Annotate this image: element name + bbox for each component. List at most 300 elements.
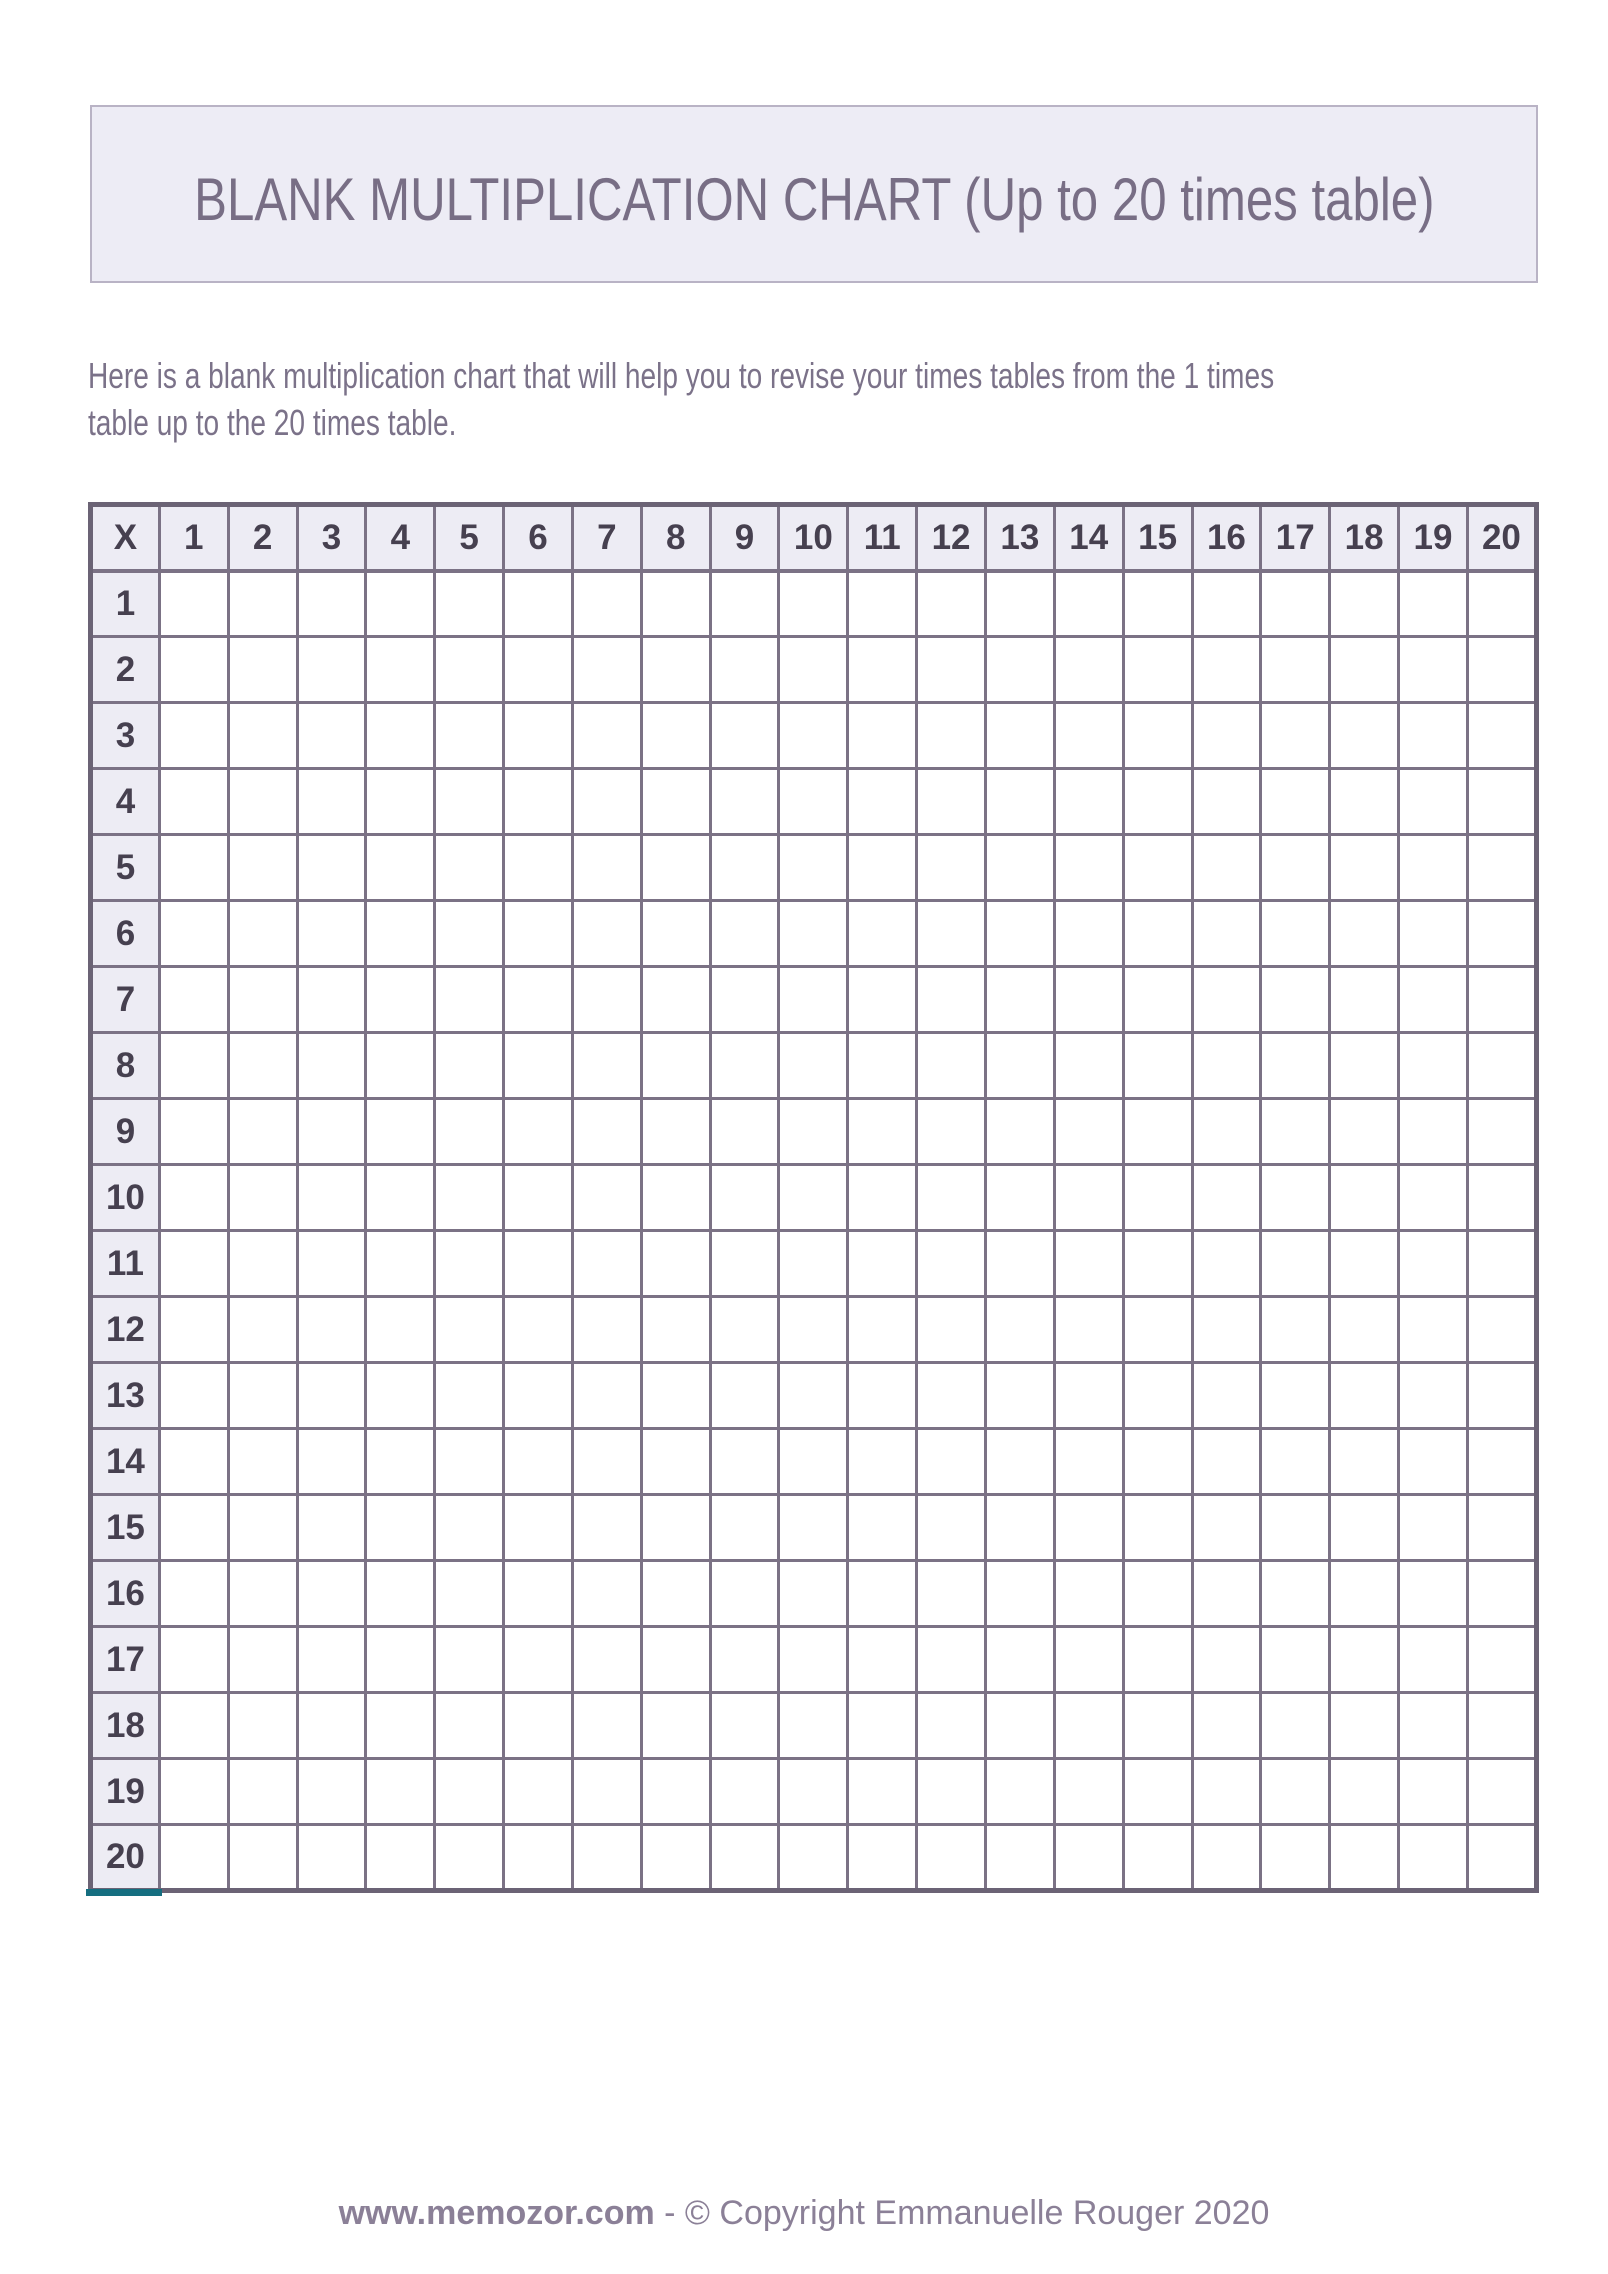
product-cell-17x7 xyxy=(572,1627,641,1693)
product-cell-12x12 xyxy=(917,1297,986,1363)
product-cell-20x12 xyxy=(917,1825,986,1891)
product-cell-18x19 xyxy=(1399,1693,1468,1759)
row-header-7: 7 xyxy=(91,967,160,1033)
product-cell-6x5 xyxy=(435,901,504,967)
product-cell-1x3 xyxy=(297,571,366,637)
product-cell-15x17 xyxy=(1261,1495,1330,1561)
product-cell-9x16 xyxy=(1192,1099,1261,1165)
product-cell-10x5 xyxy=(435,1165,504,1231)
product-cell-3x19 xyxy=(1399,703,1468,769)
product-cell-15x7 xyxy=(572,1495,641,1561)
product-cell-5x1 xyxy=(159,835,228,901)
product-cell-18x15 xyxy=(1123,1693,1192,1759)
product-cell-8x3 xyxy=(297,1033,366,1099)
row-header-2: 2 xyxy=(91,637,160,703)
product-cell-19x20 xyxy=(1467,1759,1536,1825)
product-cell-17x3 xyxy=(297,1627,366,1693)
product-cell-13x7 xyxy=(572,1363,641,1429)
product-cell-18x8 xyxy=(641,1693,710,1759)
product-cell-7x2 xyxy=(228,967,297,1033)
product-cell-20x11 xyxy=(848,1825,917,1891)
product-cell-4x11 xyxy=(848,769,917,835)
product-cell-2x18 xyxy=(1330,637,1399,703)
product-cell-6x6 xyxy=(504,901,573,967)
product-cell-16x9 xyxy=(710,1561,779,1627)
product-cell-2x9 xyxy=(710,637,779,703)
product-cell-16x20 xyxy=(1467,1561,1536,1627)
product-cell-7x15 xyxy=(1123,967,1192,1033)
product-cell-17x4 xyxy=(366,1627,435,1693)
product-cell-13x12 xyxy=(917,1363,986,1429)
product-cell-6x11 xyxy=(848,901,917,967)
product-cell-17x1 xyxy=(159,1627,228,1693)
product-cell-5x7 xyxy=(572,835,641,901)
product-cell-12x6 xyxy=(504,1297,573,1363)
product-cell-8x18 xyxy=(1330,1033,1399,1099)
product-cell-1x4 xyxy=(366,571,435,637)
product-cell-1x13 xyxy=(985,571,1054,637)
product-cell-19x17 xyxy=(1261,1759,1330,1825)
product-cell-6x20 xyxy=(1467,901,1536,967)
product-cell-13x8 xyxy=(641,1363,710,1429)
product-cell-20x16 xyxy=(1192,1825,1261,1891)
product-cell-4x1 xyxy=(159,769,228,835)
product-cell-12x20 xyxy=(1467,1297,1536,1363)
product-cell-4x3 xyxy=(297,769,366,835)
product-cell-14x9 xyxy=(710,1429,779,1495)
product-cell-8x19 xyxy=(1399,1033,1468,1099)
product-cell-4x20 xyxy=(1467,769,1536,835)
product-cell-20x7 xyxy=(572,1825,641,1891)
product-cell-12x11 xyxy=(848,1297,917,1363)
product-cell-8x16 xyxy=(1192,1033,1261,1099)
product-cell-13x3 xyxy=(297,1363,366,1429)
product-cell-18x10 xyxy=(779,1693,848,1759)
product-cell-5x11 xyxy=(848,835,917,901)
product-cell-6x1 xyxy=(159,901,228,967)
row-header-12: 12 xyxy=(91,1297,160,1363)
product-cell-4x10 xyxy=(779,769,848,835)
product-cell-7x17 xyxy=(1261,967,1330,1033)
product-cell-14x13 xyxy=(985,1429,1054,1495)
product-cell-13x5 xyxy=(435,1363,504,1429)
product-cell-10x2 xyxy=(228,1165,297,1231)
table-row-10 xyxy=(91,1165,1537,1231)
product-cell-2x6 xyxy=(504,637,573,703)
col-header-16: 16 xyxy=(1192,505,1261,571)
product-cell-20x4 xyxy=(366,1825,435,1891)
product-cell-3x14 xyxy=(1054,703,1123,769)
product-cell-19x3 xyxy=(297,1759,366,1825)
product-cell-5x13 xyxy=(985,835,1054,901)
product-cell-16x14 xyxy=(1054,1561,1123,1627)
product-cell-2x4 xyxy=(366,637,435,703)
col-header-10: 10 xyxy=(779,505,848,571)
product-cell-19x5 xyxy=(435,1759,504,1825)
product-cell-10x19 xyxy=(1399,1165,1468,1231)
product-cell-6x8 xyxy=(641,901,710,967)
product-cell-9x3 xyxy=(297,1099,366,1165)
product-cell-18x3 xyxy=(297,1693,366,1759)
table-row-1 xyxy=(91,571,1537,637)
product-cell-3x2 xyxy=(228,703,297,769)
product-cell-14x5 xyxy=(435,1429,504,1495)
product-cell-11x2 xyxy=(228,1231,297,1297)
product-cell-3x4 xyxy=(366,703,435,769)
product-cell-4x2 xyxy=(228,769,297,835)
product-cell-11x15 xyxy=(1123,1231,1192,1297)
product-cell-16x11 xyxy=(848,1561,917,1627)
product-cell-5x10 xyxy=(779,835,848,901)
product-cell-5x16 xyxy=(1192,835,1261,901)
product-cell-13x10 xyxy=(779,1363,848,1429)
product-cell-19x9 xyxy=(710,1759,779,1825)
product-cell-20x3 xyxy=(297,1825,366,1891)
product-cell-7x1 xyxy=(159,967,228,1033)
product-cell-10x15 xyxy=(1123,1165,1192,1231)
product-cell-8x10 xyxy=(779,1033,848,1099)
product-cell-13x16 xyxy=(1192,1363,1261,1429)
product-cell-19x14 xyxy=(1054,1759,1123,1825)
product-cell-20x20 xyxy=(1467,1825,1536,1891)
product-cell-7x8 xyxy=(641,967,710,1033)
table-row-8 xyxy=(91,1033,1537,1099)
product-cell-16x4 xyxy=(366,1561,435,1627)
product-cell-17x13 xyxy=(985,1627,1054,1693)
product-cell-6x12 xyxy=(917,901,986,967)
footer xyxy=(0,2194,1608,2233)
product-cell-7x13 xyxy=(985,967,1054,1033)
product-cell-14x11 xyxy=(848,1429,917,1495)
product-cell-5x5 xyxy=(435,835,504,901)
product-cell-16x8 xyxy=(641,1561,710,1627)
product-cell-9x13 xyxy=(985,1099,1054,1165)
product-cell-1x11 xyxy=(848,571,917,637)
product-cell-9x2 xyxy=(228,1099,297,1165)
product-cell-4x18 xyxy=(1330,769,1399,835)
multiplication-table-container xyxy=(88,502,1539,1893)
product-cell-11x4 xyxy=(366,1231,435,1297)
product-cell-20x6 xyxy=(504,1825,573,1891)
table-row-20 xyxy=(91,1825,1537,1891)
product-cell-5x8 xyxy=(641,835,710,901)
header-row xyxy=(91,505,1537,571)
product-cell-16x6 xyxy=(504,1561,573,1627)
product-cell-3x11 xyxy=(848,703,917,769)
product-cell-14x10 xyxy=(779,1429,848,1495)
product-cell-14x16 xyxy=(1192,1429,1261,1495)
product-cell-1x12 xyxy=(917,571,986,637)
product-cell-18x16 xyxy=(1192,1693,1261,1759)
product-cell-17x15 xyxy=(1123,1627,1192,1693)
col-header-17: 17 xyxy=(1261,505,1330,571)
product-cell-14x4 xyxy=(366,1429,435,1495)
product-cell-9x11 xyxy=(848,1099,917,1165)
product-cell-2x20 xyxy=(1467,637,1536,703)
product-cell-18x18 xyxy=(1330,1693,1399,1759)
product-cell-9x4 xyxy=(366,1099,435,1165)
product-cell-7x3 xyxy=(297,967,366,1033)
product-cell-6x16 xyxy=(1192,901,1261,967)
product-cell-19x8 xyxy=(641,1759,710,1825)
product-cell-12x19 xyxy=(1399,1297,1468,1363)
copyright-text: - © Copyright Emmanuelle Rouger 2020 xyxy=(654,2194,1270,2232)
product-cell-11x5 xyxy=(435,1231,504,1297)
product-cell-10x18 xyxy=(1330,1165,1399,1231)
product-cell-12x14 xyxy=(1054,1297,1123,1363)
product-cell-9x7 xyxy=(572,1099,641,1165)
row-header-16: 16 xyxy=(91,1561,160,1627)
col-header-12: 12 xyxy=(917,505,986,571)
product-cell-20x8 xyxy=(641,1825,710,1891)
row-header-18: 18 xyxy=(91,1693,160,1759)
product-cell-9x8 xyxy=(641,1099,710,1165)
product-cell-2x11 xyxy=(848,637,917,703)
product-cell-1x9 xyxy=(710,571,779,637)
product-cell-5x17 xyxy=(1261,835,1330,901)
product-cell-15x18 xyxy=(1330,1495,1399,1561)
product-cell-3x8 xyxy=(641,703,710,769)
row-header-1: 1 xyxy=(91,571,160,637)
product-cell-13x9 xyxy=(710,1363,779,1429)
product-cell-2x2 xyxy=(228,637,297,703)
product-cell-6x13 xyxy=(985,901,1054,967)
site-link[interactable]: www.memozor.com xyxy=(338,2194,655,2232)
product-cell-18x14 xyxy=(1054,1693,1123,1759)
product-cell-11x9 xyxy=(710,1231,779,1297)
product-cell-15x16 xyxy=(1192,1495,1261,1561)
product-cell-3x16 xyxy=(1192,703,1261,769)
product-cell-20x10 xyxy=(779,1825,848,1891)
product-cell-14x3 xyxy=(297,1429,366,1495)
product-cell-14x20 xyxy=(1467,1429,1536,1495)
product-cell-5x3 xyxy=(297,835,366,901)
product-cell-5x12 xyxy=(917,835,986,901)
product-cell-7x9 xyxy=(710,967,779,1033)
product-cell-13x2 xyxy=(228,1363,297,1429)
product-cell-7x16 xyxy=(1192,967,1261,1033)
table-row-9 xyxy=(91,1099,1537,1165)
col-header-11: 11 xyxy=(848,505,917,571)
product-cell-14x1 xyxy=(159,1429,228,1495)
product-cell-4x6 xyxy=(504,769,573,835)
product-cell-13x13 xyxy=(985,1363,1054,1429)
product-cell-15x14 xyxy=(1054,1495,1123,1561)
product-cell-1x10 xyxy=(779,571,848,637)
product-cell-13x14 xyxy=(1054,1363,1123,1429)
product-cell-3x18 xyxy=(1330,703,1399,769)
row-header-20: 20 xyxy=(91,1825,160,1891)
product-cell-8x5 xyxy=(435,1033,504,1099)
product-cell-7x5 xyxy=(435,967,504,1033)
product-cell-18x5 xyxy=(435,1693,504,1759)
product-cell-4x8 xyxy=(641,769,710,835)
product-cell-8x13 xyxy=(985,1033,1054,1099)
table-row-15 xyxy=(91,1495,1537,1561)
product-cell-1x18 xyxy=(1330,571,1399,637)
product-cell-8x1 xyxy=(159,1033,228,1099)
product-cell-10x6 xyxy=(504,1165,573,1231)
product-cell-6x18 xyxy=(1330,901,1399,967)
product-cell-20x2 xyxy=(228,1825,297,1891)
product-cell-10x9 xyxy=(710,1165,779,1231)
product-cell-4x7 xyxy=(572,769,641,835)
product-cell-6x2 xyxy=(228,901,297,967)
product-cell-9x18 xyxy=(1330,1099,1399,1165)
product-cell-16x18 xyxy=(1330,1561,1399,1627)
product-cell-12x13 xyxy=(985,1297,1054,1363)
title-banner xyxy=(90,105,1538,283)
table-row-2 xyxy=(91,637,1537,703)
col-header-20: 20 xyxy=(1467,505,1536,571)
product-cell-12x10 xyxy=(779,1297,848,1363)
page-title: BLANK MULTIPLICATION CHART (Up to 20 times table) xyxy=(193,165,1435,233)
row-header-5: 5 xyxy=(91,835,160,901)
product-cell-7x11 xyxy=(848,967,917,1033)
product-cell-2x7 xyxy=(572,637,641,703)
product-cell-3x17 xyxy=(1261,703,1330,769)
product-cell-11x19 xyxy=(1399,1231,1468,1297)
product-cell-14x14 xyxy=(1054,1429,1123,1495)
product-cell-13x11 xyxy=(848,1363,917,1429)
product-cell-17x17 xyxy=(1261,1627,1330,1693)
product-cell-17x20 xyxy=(1467,1627,1536,1693)
product-cell-14x17 xyxy=(1261,1429,1330,1495)
product-cell-10x13 xyxy=(985,1165,1054,1231)
product-cell-11x20 xyxy=(1467,1231,1536,1297)
row-header-15: 15 xyxy=(91,1495,160,1561)
table-row-7 xyxy=(91,967,1537,1033)
product-cell-1x15 xyxy=(1123,571,1192,637)
product-cell-1x17 xyxy=(1261,571,1330,637)
product-cell-10x11 xyxy=(848,1165,917,1231)
product-cell-6x19 xyxy=(1399,901,1468,967)
product-cell-5x9 xyxy=(710,835,779,901)
corner-header-x: X xyxy=(91,505,160,571)
product-cell-15x15 xyxy=(1123,1495,1192,1561)
product-cell-11x11 xyxy=(848,1231,917,1297)
product-cell-1x5 xyxy=(435,571,504,637)
col-header-13: 13 xyxy=(985,505,1054,571)
product-cell-9x6 xyxy=(504,1099,573,1165)
product-cell-11x1 xyxy=(159,1231,228,1297)
product-cell-20x1 xyxy=(159,1825,228,1891)
intro-line-1: Here is a blank multiplication chart that will help you to revise your times tables from the 1 times xyxy=(88,355,1275,396)
product-cell-16x3 xyxy=(297,1561,366,1627)
product-cell-11x17 xyxy=(1261,1231,1330,1297)
table-row-16 xyxy=(91,1561,1537,1627)
product-cell-13x19 xyxy=(1399,1363,1468,1429)
teal-accent-underline xyxy=(86,1889,162,1896)
product-cell-3x20 xyxy=(1467,703,1536,769)
product-cell-8x15 xyxy=(1123,1033,1192,1099)
product-cell-3x13 xyxy=(985,703,1054,769)
row-header-10: 10 xyxy=(91,1165,160,1231)
product-cell-11x8 xyxy=(641,1231,710,1297)
product-cell-10x1 xyxy=(159,1165,228,1231)
product-cell-15x11 xyxy=(848,1495,917,1561)
product-cell-9x9 xyxy=(710,1099,779,1165)
col-header-2: 2 xyxy=(228,505,297,571)
table-row-19 xyxy=(91,1759,1537,1825)
product-cell-2x19 xyxy=(1399,637,1468,703)
product-cell-12x15 xyxy=(1123,1297,1192,1363)
product-cell-17x16 xyxy=(1192,1627,1261,1693)
product-cell-19x1 xyxy=(159,1759,228,1825)
table-row-14 xyxy=(91,1429,1537,1495)
product-cell-5x15 xyxy=(1123,835,1192,901)
product-cell-17x18 xyxy=(1330,1627,1399,1693)
product-cell-14x12 xyxy=(917,1429,986,1495)
product-cell-12x5 xyxy=(435,1297,504,1363)
product-cell-6x4 xyxy=(366,901,435,967)
product-cell-11x3 xyxy=(297,1231,366,1297)
product-cell-6x7 xyxy=(572,901,641,967)
product-cell-12x1 xyxy=(159,1297,228,1363)
col-header-9: 9 xyxy=(710,505,779,571)
table-row-3 xyxy=(91,703,1537,769)
product-cell-8x2 xyxy=(228,1033,297,1099)
product-cell-12x9 xyxy=(710,1297,779,1363)
product-cell-7x7 xyxy=(572,967,641,1033)
product-cell-14x15 xyxy=(1123,1429,1192,1495)
product-cell-19x11 xyxy=(848,1759,917,1825)
col-header-6: 6 xyxy=(504,505,573,571)
product-cell-9x17 xyxy=(1261,1099,1330,1165)
product-cell-6x10 xyxy=(779,901,848,967)
product-cell-3x6 xyxy=(504,703,573,769)
product-cell-20x18 xyxy=(1330,1825,1399,1891)
product-cell-11x6 xyxy=(504,1231,573,1297)
product-cell-15x20 xyxy=(1467,1495,1536,1561)
product-cell-16x5 xyxy=(435,1561,504,1627)
product-cell-17x5 xyxy=(435,1627,504,1693)
product-cell-18x1 xyxy=(159,1693,228,1759)
product-cell-14x18 xyxy=(1330,1429,1399,1495)
product-cell-17x14 xyxy=(1054,1627,1123,1693)
product-cell-15x8 xyxy=(641,1495,710,1561)
product-cell-17x10 xyxy=(779,1627,848,1693)
product-cell-10x3 xyxy=(297,1165,366,1231)
table-row-6 xyxy=(91,901,1537,967)
row-header-4: 4 xyxy=(91,769,160,835)
intro-text xyxy=(88,352,1274,446)
row-header-17: 17 xyxy=(91,1627,160,1693)
product-cell-2x5 xyxy=(435,637,504,703)
product-cell-12x8 xyxy=(641,1297,710,1363)
product-cell-18x12 xyxy=(917,1693,986,1759)
product-cell-20x14 xyxy=(1054,1825,1123,1891)
product-cell-12x7 xyxy=(572,1297,641,1363)
product-cell-10x8 xyxy=(641,1165,710,1231)
product-cell-16x7 xyxy=(572,1561,641,1627)
product-cell-6x17 xyxy=(1261,901,1330,967)
table-row-11 xyxy=(91,1231,1537,1297)
product-cell-4x9 xyxy=(710,769,779,835)
product-cell-3x7 xyxy=(572,703,641,769)
col-header-3: 3 xyxy=(297,505,366,571)
product-cell-1x16 xyxy=(1192,571,1261,637)
product-cell-8x12 xyxy=(917,1033,986,1099)
product-cell-7x14 xyxy=(1054,967,1123,1033)
product-cell-6x15 xyxy=(1123,901,1192,967)
product-cell-18x4 xyxy=(366,1693,435,1759)
product-cell-20x15 xyxy=(1123,1825,1192,1891)
product-cell-2x3 xyxy=(297,637,366,703)
product-cell-8x8 xyxy=(641,1033,710,1099)
product-cell-6x9 xyxy=(710,901,779,967)
product-cell-1x7 xyxy=(572,571,641,637)
